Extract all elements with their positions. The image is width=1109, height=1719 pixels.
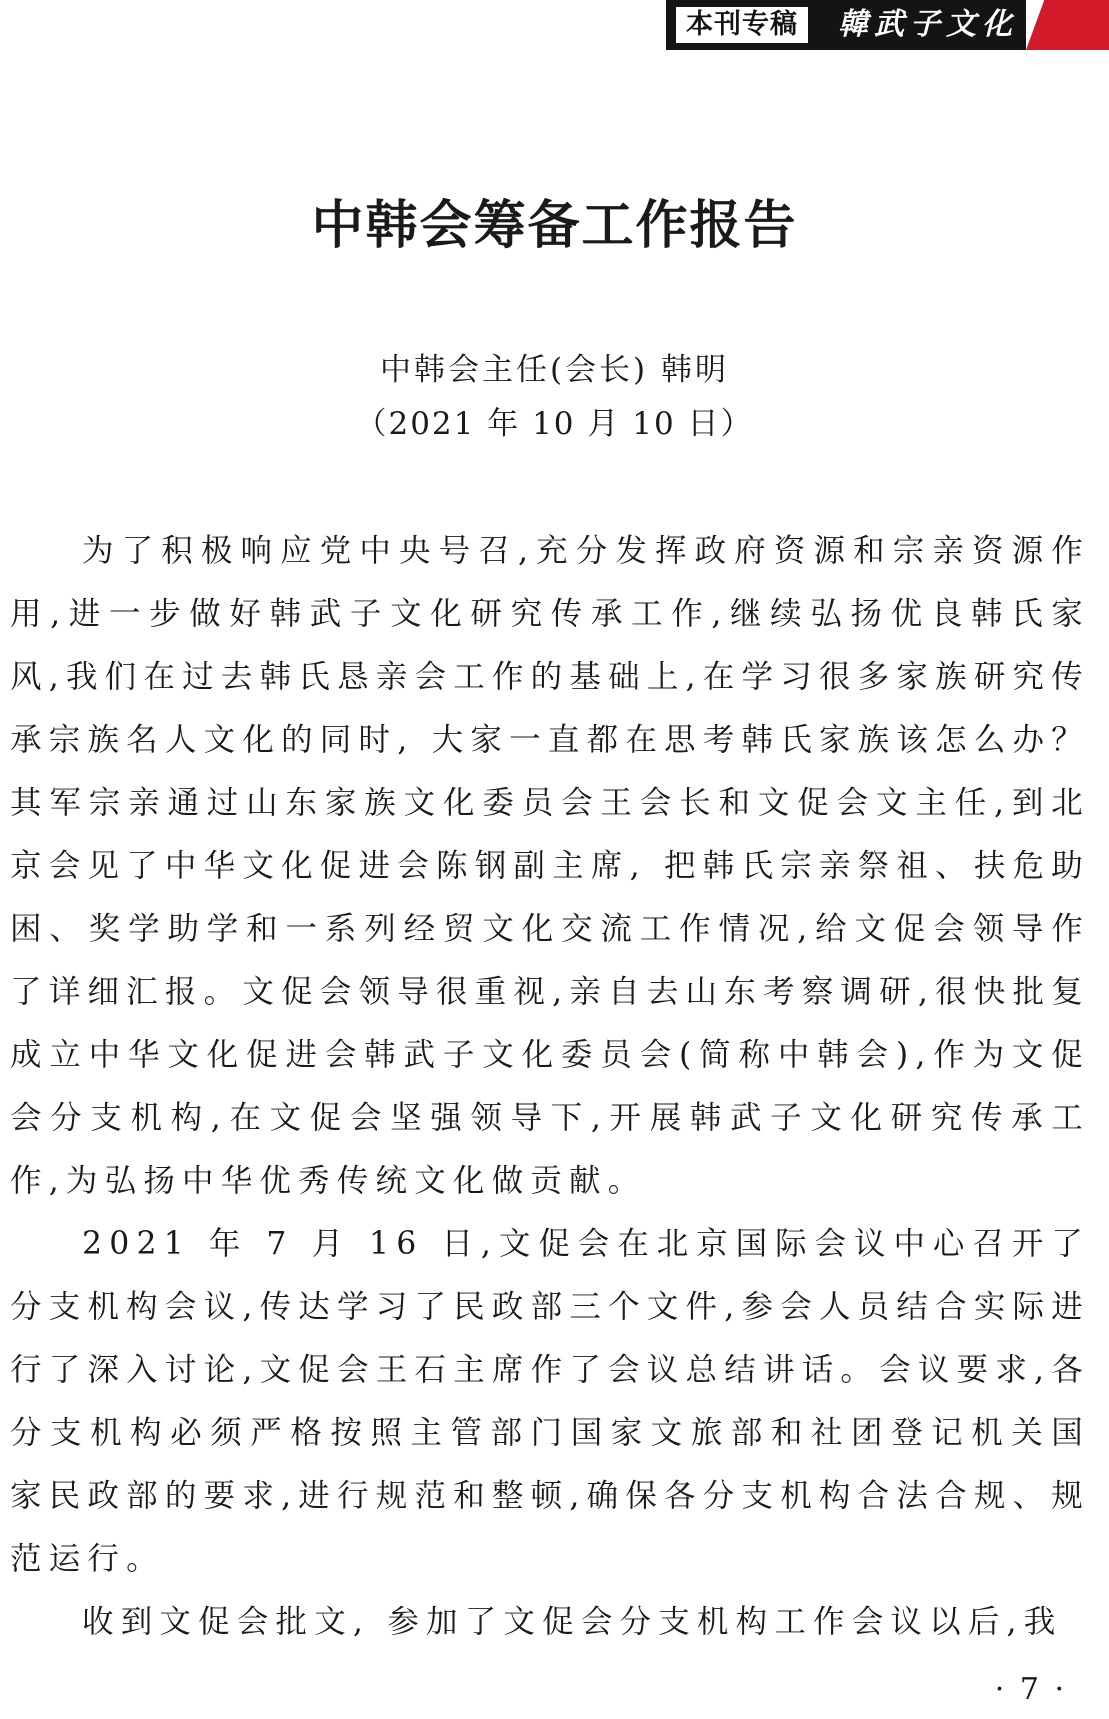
paragraph: 2021 年 7 月 16 日,文促会在北京国际会议中心召开了分支机构会议,传达学习了民政部三个文件,参会人员结合实际进行了深入讨论,文促会王石主席作了会议总结讲话。会议要求,各分支机构必须严格按照主管部门国家文旅部和社团登记机关国家民政部的要求,进行规范和整顿,确保各分支机构合法合规、规范运行。 <box>10 1226 1090 1577</box>
banner-red-accent <box>1026 0 1109 50</box>
article-title: 中韩会筹备工作报告 <box>311 195 798 256</box>
paragraph: 收到文促会批文, 参加了文促会分支机构工作会议以后,我 <box>82 1604 1063 1640</box>
paragraph: 为了积极响应党中央号召,充分发挥政府资源和宗亲资源作用,进一步做好韩武子文化研究传承工作,继续弘扬优良韩氏家风,我们在过去韩氏恳亲会工作的基础上,在学习很多家族研究传承宗族名人文化的同时, 大家一直都在思考韩氏家族该怎么办？其军宗亲通过山东家族文化委员会王会长和文促会文主任,到北京会见了中华文化促进会陈钢副主席, 把韩氏宗亲祭祖、扶危助困、奖学助学和一系列经贸文化交流工作情况,给文促会领导作了详细汇报。文促会领导很重视,亲自去山东考察调研,很快批复成立中华文化促进会韩武子文化委员会(简称中韩会),作为文促会分支机构,在文促会坚强领导下,开展韩武子文化研究传承工作,为弘扬中华优秀传统文化做贡献。 <box>10 533 1090 1199</box>
page-number: · 7 · <box>994 1672 1067 1707</box>
column-name: 韓武子文化 <box>838 7 1018 42</box>
author-line: 中韩会主任(会长) 韩明 <box>379 352 730 388</box>
section-label: 本刊专稿 <box>676 7 808 43</box>
date-line: （2021 年 10 月 10 日） <box>355 406 754 442</box>
article-body <box>10 520 1090 1654</box>
column-banner <box>666 0 1109 50</box>
